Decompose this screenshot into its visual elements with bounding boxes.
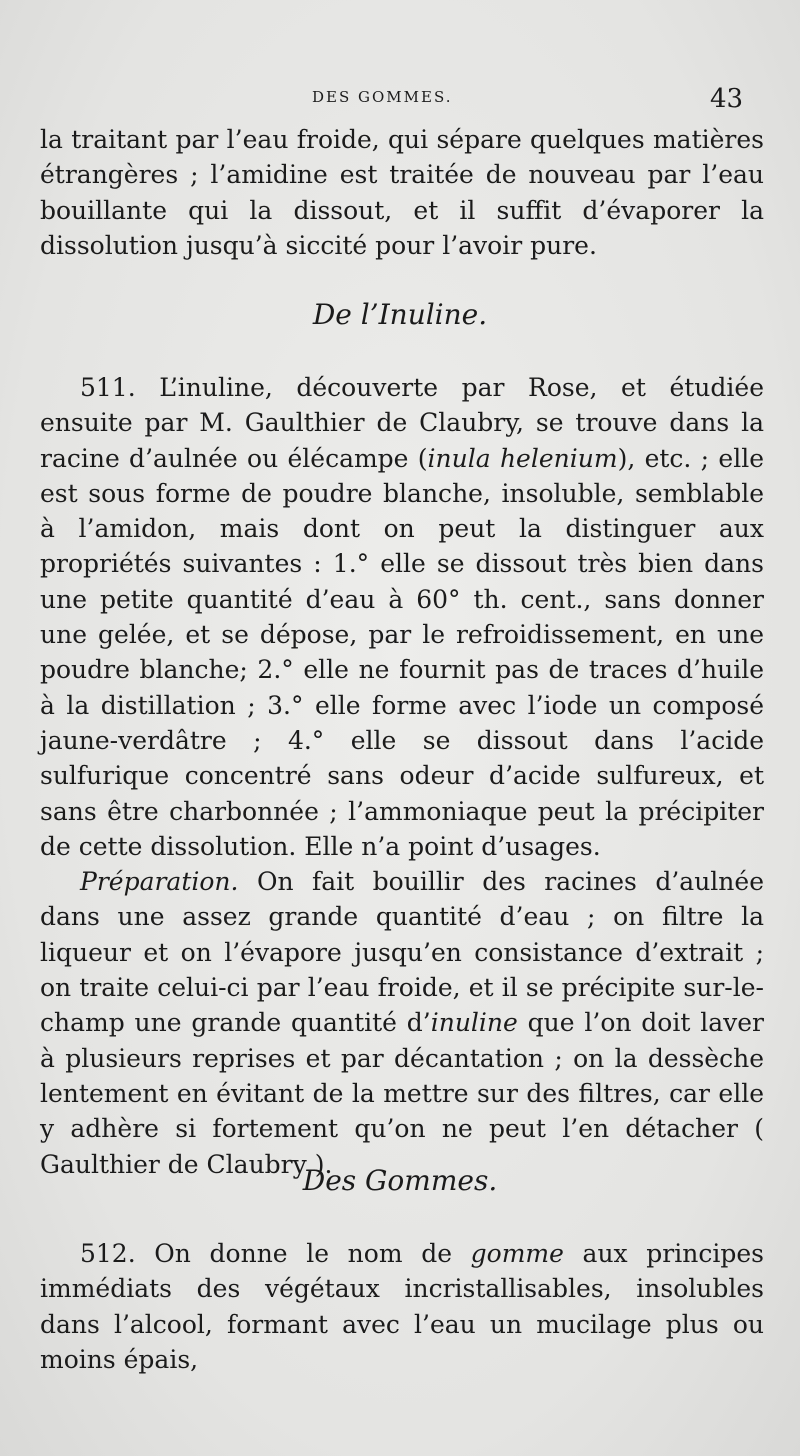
running-title: DES GOMMES. <box>312 88 453 106</box>
paragraph-continuation <box>40 122 764 263</box>
page-number: 43 <box>710 84 744 114</box>
paragraph-512-text-1: 512. On donne le nom de <box>80 1239 471 1268</box>
paragraph-511-text-1: 511. L’inuline, découverte par Rose, et étudiée ensuite par M. Gaulthier de Claubry, se trouve dans la racine d’aulnée ou élécampe ( <box>40 373 764 473</box>
paragraph-511-latin-name: inula helenium <box>427 443 618 473</box>
paragraph-512-term: gomme <box>470 1239 564 1268</box>
paragraph-511 <box>40 370 764 864</box>
section-heading-gommes: Des Gommes. <box>302 1164 498 1197</box>
preparation-label: Préparation. <box>80 867 239 897</box>
section-heading-inuline: De l’Inuline. <box>312 298 488 331</box>
preparation-text-1: On fait bouillir des racines d’aulnée dans une assez grande quantité d’eau ; on filtre la liqueur et on l’évapore jusqu’en consistance d’extrait ; on traite celui-ci par l’eau froide, et il se précipite sur-le-champ une grande quantité d’ <box>40 867 764 1038</box>
section-gommes-body <box>40 1236 764 1377</box>
section-inuline-body <box>40 370 764 1182</box>
paragraph-top: la traitant par l’eau froide, qui sépare quelques matières étrangères ; l’amidine est traitée de nouveau par l’eau bouillante qui la dissout, et il suffit d’évaporer la dissolution jusqu’à siccité pour l’avoir pure. <box>40 125 764 260</box>
paragraph-512 <box>40 1236 764 1377</box>
paragraph-512-text-2: aux principes immédiats des végétaux incristallisables, insolubles dans l’alcool, formant avec l’eau un mucilage plus ou moins épais, <box>40 1239 764 1374</box>
preparation-term: inuline <box>430 1008 518 1038</box>
paragraph-preparation <box>40 864 764 1182</box>
page-header <box>0 84 800 118</box>
paragraph-511-text-2: ), etc. ; elle est sous forme de poudre blanche, insoluble, semblable à l’amidon, mais dont on peut la distinguer aux propriétés suivantes : 1.° elle se dissout très bien dans une petite quantité d’eau à 60° th. cent., sans donner une gelée, et se dépose, par le refroidissement, en une poudre blanche; 2.° elle ne fournit pas de traces d’huile à la distillation ; 3.° elle forme avec l’iode un composé jaune-verdâtre ; 4.° elle se dissout dans l’acide sulfurique concentré sans odeur d’acide sulfureux, et sans être charbonnée ; l’ammoniaque peut la précipiter de cette dissolution. Elle n’a point d’usages. <box>40 443 764 861</box>
preparation-text-2: que l’on doit laver à plusieurs reprises et par décantation ; on la dessèche lentement en évitant de la mettre sur des filtres, car elle y adhère si fortement qu’on ne peut l’en détacher ( Gaulthier de Claubry ). <box>40 1008 764 1179</box>
